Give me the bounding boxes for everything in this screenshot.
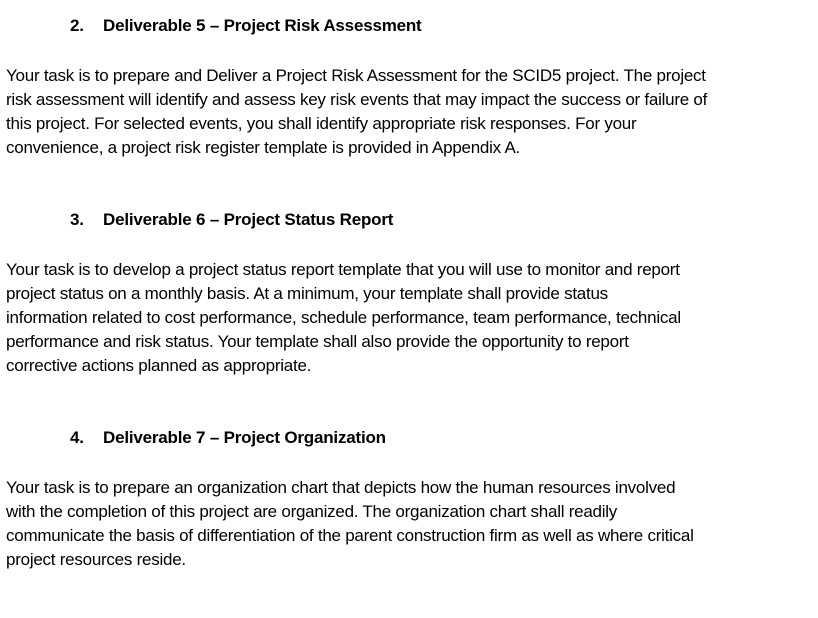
paragraph-line: project status on a monthly basis. At a minimum, your template shall provide status xyxy=(6,284,608,303)
section-number: 3. xyxy=(70,210,84,229)
paragraph-line: Your task is to prepare an organization chart that depicts how the human resources involved xyxy=(6,478,676,497)
paragraph-line: this project. For selected events, you shall identify appropriate risk responses. For your xyxy=(6,114,637,133)
section-heading-deliverable-5 xyxy=(70,15,422,37)
paragraph-line: corrective actions planned as appropriate. xyxy=(6,356,312,375)
section-title: Deliverable 7 – Project Organization xyxy=(103,428,386,447)
section-number: 4. xyxy=(70,428,84,447)
paragraph-line: convenience, a project risk register template is provided in Appendix A. xyxy=(6,138,521,157)
section-heading-deliverable-7 xyxy=(70,427,386,449)
paragraph-line: risk assessment will identify and assess key risk events that may impact the success or failure of xyxy=(6,90,708,109)
section-paragraph-deliverable-5 xyxy=(6,64,812,160)
section-heading-deliverable-6 xyxy=(70,209,393,231)
section-number: 2. xyxy=(70,16,84,35)
paragraph-line: communicate the basis of differentiation of the parent construction firm as well as where critical xyxy=(6,526,694,545)
section-paragraph-deliverable-7 xyxy=(6,476,812,572)
paragraph-line: project resources reside. xyxy=(6,550,186,569)
section-title: Deliverable 6 – Project Status Report xyxy=(103,210,394,229)
paragraph-line: performance and risk status. Your template shall also provide the opportunity to report xyxy=(6,332,629,351)
paragraph-line: Your task is to prepare and Deliver a Project Risk Assessment for the SCID5 project. The project xyxy=(6,66,706,85)
section-title: Deliverable 5 – Project Risk Assessment xyxy=(103,16,422,35)
paragraph-line: Your task is to develop a project status report template that you will use to monitor and report xyxy=(6,260,680,279)
paragraph-line: information related to cost performance, schedule performance, team performance, technical xyxy=(6,308,681,327)
paragraph-line: with the completion of this project are organized. The organization chart shall readily xyxy=(6,502,618,521)
section-paragraph-deliverable-6 xyxy=(6,258,812,378)
